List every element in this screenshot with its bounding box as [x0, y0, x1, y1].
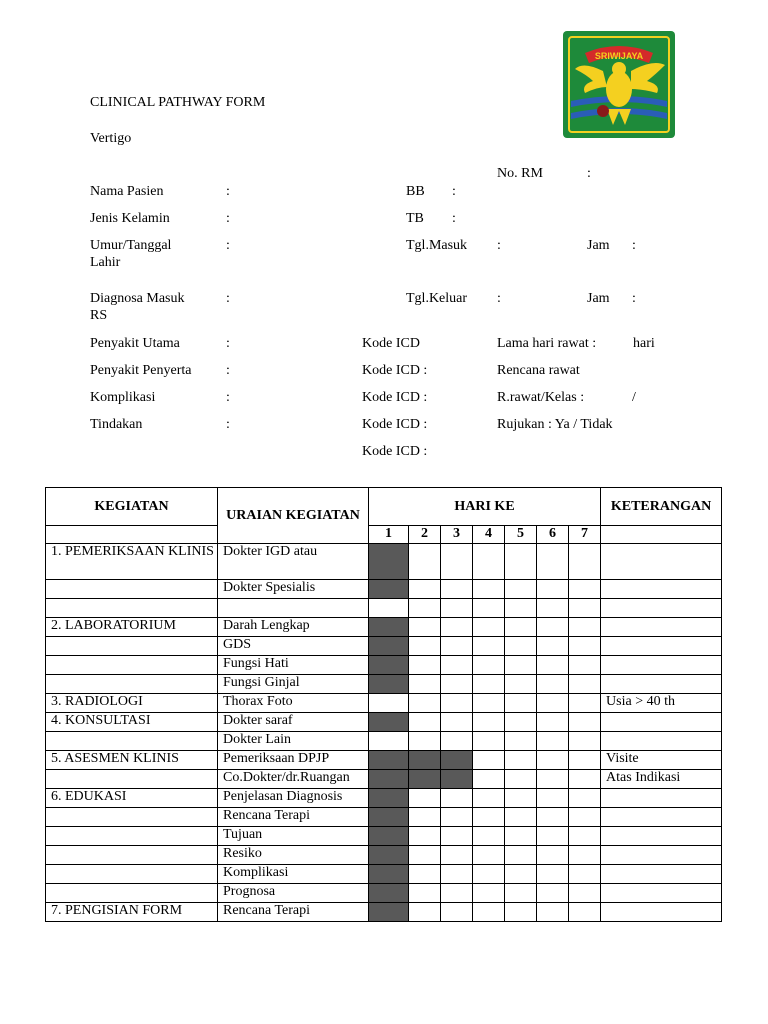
day-cell: [473, 637, 505, 656]
day-cell-shaded: [369, 827, 409, 846]
day-cell: [369, 694, 409, 713]
day-cell-shaded: [369, 713, 409, 732]
day-cell: [409, 544, 441, 580]
umur-tanggal-lahir-label: Umur/Tanggal Lahir: [90, 238, 172, 270]
table-row: [46, 751, 722, 770]
logo-banner-text: SRIWIJAYA: [594, 51, 644, 61]
day-cell-shaded: [409, 751, 441, 770]
uraian-cell: Resiko: [218, 846, 369, 865]
uraian-cell: Darah Lengkap: [218, 618, 369, 637]
colon: :: [226, 363, 230, 378]
colon: :: [226, 336, 230, 351]
uraian-cell: Rencana Terapi: [218, 808, 369, 827]
day-cell: [441, 599, 473, 618]
day-cell: [409, 675, 441, 694]
kegiatan-cell: [46, 865, 218, 884]
day-cell: [569, 732, 601, 751]
day-cell: [473, 770, 505, 789]
day-cell: [473, 675, 505, 694]
day-cell: [505, 770, 537, 789]
kegiatan-cell: [46, 656, 218, 675]
day-cell: [505, 732, 537, 751]
keterangan-cell: [601, 544, 722, 580]
day-cell: [473, 808, 505, 827]
uraian-cell: Dokter Lain: [218, 732, 369, 751]
kegiatan-header-blank: [46, 526, 218, 544]
colon: :: [226, 390, 230, 405]
kode-icd-label: Kode ICD :: [362, 363, 428, 378]
day-cell: [537, 580, 569, 599]
day-cell: [409, 618, 441, 637]
kegiatan-cell: [46, 599, 218, 618]
keterangan-cell: [601, 713, 722, 732]
table-row: [46, 694, 722, 713]
day-cell-shaded: [369, 618, 409, 637]
keterangan-cell: Visite: [601, 751, 722, 770]
day-cell: [441, 884, 473, 903]
day-cell: [473, 618, 505, 637]
day-cell: [441, 675, 473, 694]
jenis-kelamin-label: Jenis Kelamin: [90, 211, 170, 226]
day-cell-shaded: [369, 544, 409, 580]
day-cell: [537, 827, 569, 846]
komplikasi-label: Komplikasi: [90, 390, 156, 405]
colon: :: [226, 184, 230, 199]
day-cell: [441, 808, 473, 827]
tindakan-label: Tindakan: [90, 417, 143, 432]
keterangan-cell: [601, 599, 722, 618]
kegiatan-cell: [46, 884, 218, 903]
day-cell: [505, 713, 537, 732]
colon: :: [497, 291, 501, 306]
eagle-head: [612, 62, 626, 76]
penyakit-penyerta-label: Penyakit Penyerta: [90, 363, 192, 378]
kegiatan-cell: [46, 732, 218, 751]
day-cell: [441, 903, 473, 922]
day-cell: [409, 732, 441, 751]
day-cell: [473, 580, 505, 599]
day-cell: [505, 544, 537, 580]
day-number: 6: [537, 526, 569, 544]
r-rawat-kelas-label: R.rawat/Kelas :: [497, 390, 585, 405]
day-cell: [441, 732, 473, 751]
hari-ke-header: HARI KE: [369, 488, 601, 526]
table-row: [46, 713, 722, 732]
day-cell: [537, 544, 569, 580]
day-cell: [537, 808, 569, 827]
colon: :: [226, 211, 230, 226]
kegiatan-cell: 2. LABORATORIUM: [46, 618, 218, 637]
day-cell: [569, 884, 601, 903]
keterangan-cell: [601, 865, 722, 884]
day-cell: [537, 656, 569, 675]
day-cell: [505, 694, 537, 713]
table-row: [46, 884, 722, 903]
day-cell: [537, 846, 569, 865]
day-cell: [473, 713, 505, 732]
uraian-cell: Komplikasi: [218, 865, 369, 884]
day-cell: [569, 544, 601, 580]
table-row: [46, 618, 722, 637]
keterangan-cell: [601, 808, 722, 827]
uraian-cell: Thorax Foto: [218, 694, 369, 713]
day-cell: [441, 544, 473, 580]
day-number: 3: [441, 526, 473, 544]
kode-icd-label: Kode ICD :: [362, 417, 428, 432]
rencana-rawat-label: Rencana rawat: [497, 363, 580, 378]
day-cell: [441, 827, 473, 846]
form-title: CLINICAL PATHWAY FORM: [90, 95, 266, 110]
day-cell: [441, 637, 473, 656]
day-cell: [537, 694, 569, 713]
uraian-cell: Tujuan: [218, 827, 369, 846]
keterangan-cell: [601, 732, 722, 751]
day-cell: [473, 599, 505, 618]
day-cell: [409, 827, 441, 846]
table-row: [46, 770, 722, 789]
day-number: 7: [569, 526, 601, 544]
day-cell: [473, 865, 505, 884]
day-cell: [569, 694, 601, 713]
kegiatan-cell: 1. PEMERIKSAAN KLINIS: [46, 544, 218, 580]
table-row: [46, 846, 722, 865]
day-cell: [537, 751, 569, 770]
day-number: 2: [409, 526, 441, 544]
bb-label: BB: [406, 184, 425, 199]
day-cell-shaded: [369, 789, 409, 808]
table-row: [46, 580, 722, 599]
day-cell: [505, 599, 537, 618]
table-row: [46, 675, 722, 694]
day-cell: [505, 789, 537, 808]
table-row: [46, 903, 722, 922]
tgl-masuk-label: Tgl.Masuk: [406, 238, 468, 253]
lama-hari-rawat-label: Lama hari rawat :: [497, 336, 597, 351]
day-cell: [473, 656, 505, 675]
day-cell: [409, 903, 441, 922]
kegiatan-cell: 5. ASESMEN KLINIS: [46, 751, 218, 770]
day-cell: [505, 884, 537, 903]
table-row: [46, 637, 722, 656]
diagnosis-subtitle: Vertigo: [90, 131, 132, 146]
keterangan-cell: Usia > 40 th: [601, 694, 722, 713]
keterangan-cell: [601, 846, 722, 865]
no-rm-label: No. RM: [497, 166, 543, 181]
day-cell: [569, 713, 601, 732]
day-cell: [537, 599, 569, 618]
kegiatan-cell: [46, 580, 218, 599]
day-cell: [505, 827, 537, 846]
keterangan-cell: [601, 637, 722, 656]
day-cell: [409, 580, 441, 599]
day-cell: [473, 732, 505, 751]
keterangan-header: KETERANGAN: [601, 488, 722, 526]
kegiatan-cell: [46, 637, 218, 656]
colon: :: [632, 291, 636, 306]
colon: :: [452, 184, 456, 199]
day-cell-shaded: [369, 903, 409, 922]
colon: :: [452, 211, 456, 226]
day-cell: [569, 599, 601, 618]
uraian-cell: Pemeriksaan DPJP: [218, 751, 369, 770]
day-cell: [409, 884, 441, 903]
day-cell: [369, 732, 409, 751]
kegiatan-cell: [46, 770, 218, 789]
tgl-keluar-label: Tgl.Keluar: [406, 291, 468, 306]
day-cell: [369, 599, 409, 618]
day-cell: [505, 656, 537, 675]
rujukan-label: Rujukan : Ya / Tidak: [497, 417, 613, 432]
day-cell: [537, 732, 569, 751]
kegiatan-cell: 4. KONSULTASI: [46, 713, 218, 732]
day-cell-shaded: [441, 751, 473, 770]
day-cell: [569, 751, 601, 770]
day-cell-shaded: [369, 751, 409, 770]
keterangan-cell: [601, 884, 722, 903]
day-cell: [537, 865, 569, 884]
nama-pasien-label: Nama Pasien: [90, 184, 164, 199]
slash: /: [632, 390, 636, 405]
day-cell: [473, 694, 505, 713]
keterangan-cell: [601, 580, 722, 599]
day-cell: [569, 580, 601, 599]
day-cell: [409, 789, 441, 808]
uraian-cell: [218, 599, 369, 618]
day-cell: [537, 903, 569, 922]
day-cell: [473, 544, 505, 580]
jam-label: Jam: [587, 238, 610, 253]
diagnosa-masuk-label: Diagnosa Masuk RS: [90, 291, 185, 323]
colon: :: [497, 238, 501, 253]
kode-icd-label: Kode ICD :: [362, 444, 428, 459]
kegiatan-cell: 6. EDUKASI: [46, 789, 218, 808]
kegiatan-cell: [46, 827, 218, 846]
day-cell: [537, 618, 569, 637]
day-cell: [505, 865, 537, 884]
day-cell: [569, 656, 601, 675]
day-cell-shaded: [369, 884, 409, 903]
day-cell: [505, 903, 537, 922]
keterangan-cell: [601, 656, 722, 675]
day-cell: [569, 827, 601, 846]
table-row: [46, 808, 722, 827]
kegiatan-cell: 7. PENGISIAN FORM: [46, 903, 218, 922]
day-cell-shaded: [369, 580, 409, 599]
table-row: [46, 789, 722, 808]
day-cell: [505, 580, 537, 599]
kegiatan-cell: [46, 846, 218, 865]
day-cell-shaded: [369, 846, 409, 865]
day-cell: [409, 599, 441, 618]
uraian-cell: Dokter Spesialis: [218, 580, 369, 599]
day-cell: [505, 808, 537, 827]
keterangan-cell: [601, 675, 722, 694]
day-cell: [473, 827, 505, 846]
day-cell: [441, 846, 473, 865]
uraian-cell: Prognosa: [218, 884, 369, 903]
day-cell: [441, 694, 473, 713]
day-cell: [441, 713, 473, 732]
colon: :: [632, 238, 636, 253]
table-row: [46, 599, 722, 618]
day-cell: [537, 770, 569, 789]
day-cell: [409, 846, 441, 865]
day-cell: [569, 865, 601, 884]
day-cell: [505, 675, 537, 694]
table-row: [46, 732, 722, 751]
day-cell: [473, 789, 505, 808]
day-cell: [537, 884, 569, 903]
uraian-cell: Fungsi Ginjal: [218, 675, 369, 694]
table-row: [46, 865, 722, 884]
day-cell: [409, 808, 441, 827]
uraian-cell: Rencana Terapi: [218, 903, 369, 922]
day-cell: [537, 637, 569, 656]
kode-icd-label: Kode ICD :: [362, 390, 428, 405]
day-cell: [505, 637, 537, 656]
keterangan-header-blank: [601, 526, 722, 544]
day-number: 4: [473, 526, 505, 544]
day-number: 5: [505, 526, 537, 544]
day-cell-shaded: [369, 865, 409, 884]
day-cell: [569, 903, 601, 922]
day-cell-shaded: [441, 770, 473, 789]
table-row: [46, 827, 722, 846]
day-cell-shaded: [369, 770, 409, 789]
keterangan-cell: [601, 903, 722, 922]
day-cell: [537, 713, 569, 732]
day-cell: [569, 846, 601, 865]
day-cell-shaded: [369, 656, 409, 675]
uraian-cell: Co.Dokter/dr.Ruangan: [218, 770, 369, 789]
day-cell: [505, 751, 537, 770]
day-cell: [473, 884, 505, 903]
penyakit-utama-label: Penyakit Utama: [90, 336, 180, 351]
day-cell: [409, 713, 441, 732]
day-cell: [409, 637, 441, 656]
day-cell: [569, 808, 601, 827]
day-cell: [569, 770, 601, 789]
uraian-header: URAIAN KEGIATAN: [218, 488, 369, 544]
day-cell: [569, 637, 601, 656]
table-row: [46, 544, 722, 580]
day-cell: [441, 865, 473, 884]
kegiatan-cell: [46, 675, 218, 694]
eagle-body: [606, 71, 632, 107]
day-cell: [569, 618, 601, 637]
day-cell: [473, 846, 505, 865]
hari-label: hari: [633, 336, 655, 351]
keterangan-cell: Atas Indikasi: [601, 770, 722, 789]
day-cell: [409, 694, 441, 713]
uraian-cell: GDS: [218, 637, 369, 656]
keterangan-cell: [601, 827, 722, 846]
day-cell: [505, 618, 537, 637]
day-cell: [505, 846, 537, 865]
colon: :: [226, 291, 230, 306]
colon: :: [587, 166, 591, 181]
day-cell-shaded: [369, 675, 409, 694]
uraian-cell: Fungsi Hati: [218, 656, 369, 675]
colon: :: [226, 238, 230, 253]
kode-icd-label: Kode ICD: [362, 336, 420, 351]
day-cell: [473, 751, 505, 770]
keterangan-cell: [601, 618, 722, 637]
day-cell: [409, 865, 441, 884]
day-cell-shaded: [369, 637, 409, 656]
colon: :: [226, 417, 230, 432]
day-cell: [409, 656, 441, 675]
table-row: [46, 656, 722, 675]
jam-label: Jam: [587, 291, 610, 306]
day-cell: [473, 903, 505, 922]
kegiatan-header: KEGIATAN: [46, 488, 218, 526]
day-cell-shaded: [369, 808, 409, 827]
day-cell: [537, 675, 569, 694]
uraian-cell: Penjelasan Diagnosis: [218, 789, 369, 808]
day-cell: [537, 789, 569, 808]
day-cell: [569, 675, 601, 694]
kegiatan-cell: 3. RADIOLOGI: [46, 694, 218, 713]
day-cell: [441, 618, 473, 637]
flower-icon: [597, 105, 609, 117]
day-cell: [569, 789, 601, 808]
day-cell-shaded: [409, 770, 441, 789]
sriwijaya-logo: [563, 31, 675, 138]
uraian-cell: Dokter IGD atau: [218, 544, 369, 580]
day-number: 1: [369, 526, 409, 544]
day-cell: [441, 656, 473, 675]
tb-label: TB: [406, 211, 424, 226]
uraian-cell: Dokter saraf: [218, 713, 369, 732]
day-cell: [441, 789, 473, 808]
clinical-pathway-table: [45, 487, 722, 922]
day-cell: [441, 580, 473, 599]
keterangan-cell: [601, 789, 722, 808]
kegiatan-cell: [46, 808, 218, 827]
